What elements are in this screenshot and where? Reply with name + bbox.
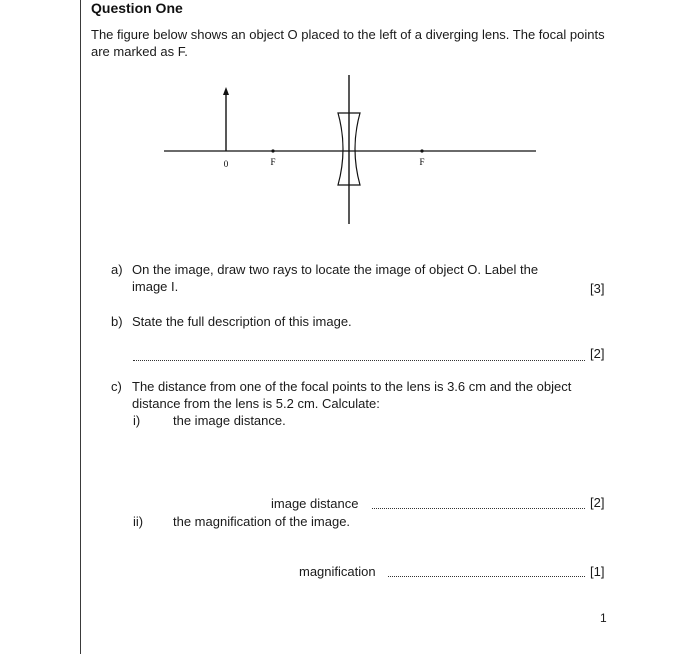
- focal-label-right: F: [419, 157, 425, 167]
- part-c-ii-roman: ii): [133, 514, 144, 529]
- part-c-line2: distance from the lens is 5.2 cm. Calculate:: [132, 396, 380, 411]
- part-c-ii-text: the magnification of the image.: [173, 514, 351, 529]
- part-c-ii-answer-line[interactable]: [388, 576, 585, 577]
- object-label: 0: [223, 159, 229, 169]
- part-c-ii-answer-label: magnification: [299, 564, 376, 579]
- object-arrowhead: [223, 87, 229, 95]
- part-b-answer-line[interactable]: [133, 360, 585, 361]
- part-a-line2: image I.: [132, 279, 179, 294]
- part-c-letter: c): [111, 379, 122, 394]
- part-c-i-mark: [2]: [590, 495, 605, 510]
- focal-point-left: [271, 149, 274, 152]
- part-c-i-roman: i): [133, 413, 141, 428]
- lens-diagram: [160, 70, 540, 230]
- part-c-i-answer-line[interactable]: [372, 508, 585, 509]
- part-a-line1: On the image, draw two rays to locate the image of object O. Label the: [132, 262, 539, 277]
- part-b-text: State the full description of this image.: [132, 314, 352, 329]
- part-c-ii-mark: [1]: [590, 564, 605, 579]
- part-a-letter: a): [111, 262, 123, 277]
- focal-point-right: [420, 149, 423, 152]
- part-b-mark: [2]: [590, 346, 605, 361]
- part-c-i-answer-label: image distance: [271, 496, 359, 511]
- part-a-mark: [3]: [590, 281, 605, 296]
- focal-label-left: F: [270, 157, 276, 167]
- part-b-letter: b): [111, 314, 123, 329]
- question-heading: Question One: [91, 0, 183, 16]
- part-c-line1: The distance from one of the focal points to the lens is 3.6 cm and the object: [132, 379, 572, 394]
- question-intro: The figure below shows an object O placed to the left of a diverging lens. The focal points are marked as F.: [91, 27, 605, 59]
- part-c-i-text: the image distance.: [173, 413, 286, 428]
- page-number: 1: [600, 611, 607, 625]
